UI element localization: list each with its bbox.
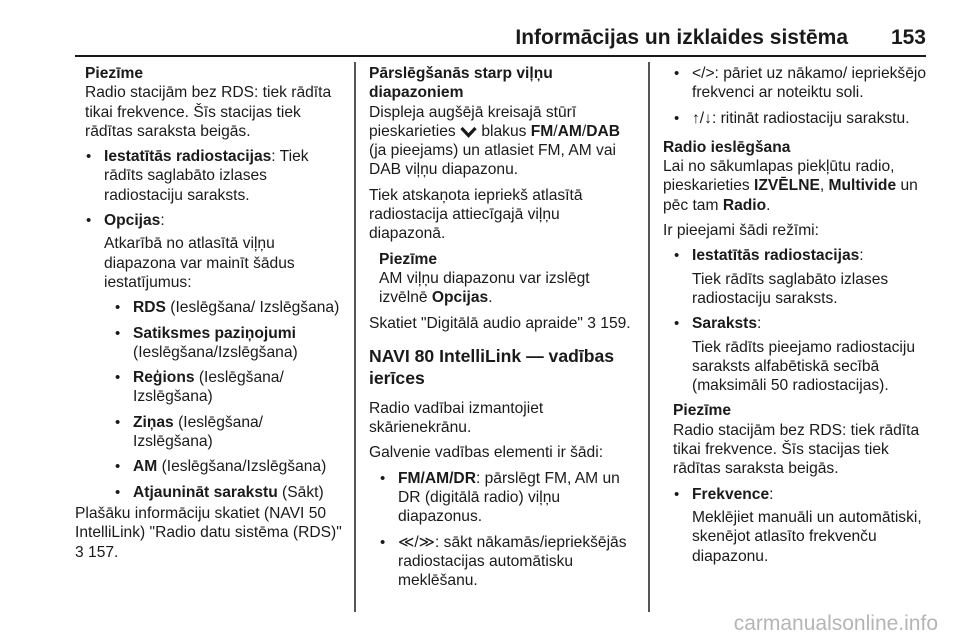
term: IZVĒLNE	[754, 177, 820, 195]
item-description: Atkarībā no atlasītā viļņu diapazona var mainīt šādus iestatījumus:	[104, 235, 295, 291]
column-3	[663, 64, 935, 572]
sublist-item	[104, 298, 347, 317]
term: RDS	[133, 299, 166, 317]
text: ,	[819, 177, 829, 195]
item-text: (Ieslēgšana/Izslēgšana)	[133, 343, 298, 361]
page-ref-icon: 3	[75, 543, 84, 561]
sublist-item	[104, 368, 347, 407]
text: .	[488, 289, 493, 307]
reference-text: Skatiet "Digitālā audio apraide"	[369, 314, 588, 332]
note-title: Piezīme	[673, 402, 732, 420]
note-box	[673, 401, 935, 478]
list-item	[75, 211, 347, 502]
list-item	[369, 533, 639, 591]
term: AM	[133, 458, 158, 476]
list-item	[663, 485, 935, 566]
text: /	[553, 122, 558, 140]
note-title: Piezīme	[85, 65, 144, 82]
list-item	[663, 64, 935, 103]
list-item	[369, 469, 639, 527]
term: Radio	[722, 196, 767, 214]
term: Frekvence	[692, 485, 770, 503]
column-1	[75, 64, 347, 568]
paragraph	[369, 103, 639, 180]
note-box	[85, 64, 347, 141]
item-description: Tiek rādīts saglabāto izlases radiostaciju saraksts.	[692, 270, 889, 307]
sublist-item	[104, 324, 347, 363]
list-item	[663, 314, 935, 395]
item-text: (Ieslēgšana/ Izslēgšana)	[165, 299, 340, 317]
colon: :	[769, 485, 774, 503]
settings-sublist	[104, 298, 347, 502]
modes-list	[663, 246, 935, 395]
term: AM	[557, 122, 582, 140]
list-item	[663, 246, 935, 308]
column-divider-1	[354, 62, 356, 612]
term: Atjaunināt sarakstu	[133, 483, 278, 501]
chevron-down-icon	[460, 126, 477, 138]
options-list	[75, 147, 347, 502]
reference-text: Plašāku informāciju skatiet (NAVI 50 IntelliLink) "Radio datu sistēma (RDS)"	[75, 504, 342, 542]
text: /	[581, 122, 587, 140]
term: Opcijas	[104, 212, 161, 230]
term: FM	[530, 122, 554, 140]
controls-list	[369, 469, 639, 591]
colon: :	[160, 212, 165, 230]
sublist-item	[104, 457, 347, 476]
term: Reģions	[133, 369, 195, 387]
controls-list-continued	[663, 64, 935, 128]
item-text: : ritināt radiostaciju sarakstu.	[711, 109, 910, 127]
text: Lai no sākumlapas piekļūtu radio, pieskarieties	[663, 158, 895, 195]
item-text: : pāriet uz nākamo/ iepriekšējo frekvenci ar noteiktu soli.	[692, 65, 927, 102]
item-description: Tiek rādīts pieejamo radiostaciju saraksts alfabētiskā secībā (maksimāli 50 radiostacijas).	[692, 338, 916, 395]
sublist-item	[104, 483, 347, 502]
text: un pēc tam	[663, 177, 918, 214]
paragraph: Tiek atskaņota iepriekš atlasītā radiostacija attiecīgajā viļņu diapazonā.	[369, 186, 583, 243]
text: Displeja augšējā kreisajā stūrī pieskarieties	[369, 103, 577, 140]
seek-symbol: ≪/≫	[398, 533, 435, 551]
note-text: Radio stacijām bez RDS: tiek rādīta tikai frekvence. Šīs stacijas tiek rādītas saraksta beigās.	[85, 84, 332, 140]
reference-page: 159.	[595, 314, 631, 332]
paragraph: Radio vadībai izmantojiet skārienekrānu.	[369, 399, 544, 437]
term: Satiksmes paziņojumi	[133, 324, 296, 342]
text: (ja pieejams) un atlasiet FM, AM vai DAB viļņu diapazonu.	[369, 142, 616, 179]
reference-page: 157.	[83, 543, 119, 561]
note-text: AM viļņu diapazonu var izslēgt izvēlnē	[379, 269, 590, 307]
text: .	[766, 196, 771, 214]
paragraph: Ir pieejami šādi režīmi:	[663, 222, 819, 240]
note-text: Radio stacijām bez RDS: tiek rādīta tikai frekvence. Šīs stacijas tiek rādītas saraksta beigās.	[673, 421, 920, 478]
page-ref-icon: 3	[587, 314, 596, 332]
column-2	[369, 64, 639, 597]
text: blakus	[477, 122, 531, 140]
list-item	[75, 147, 347, 205]
item-text: : Tiek rādīts saglabāto izlases radiostaciju saraksts.	[104, 148, 309, 204]
list-item	[663, 109, 935, 128]
column-divider-2	[648, 62, 650, 612]
cross-reference	[369, 314, 639, 333]
colon: :	[859, 247, 864, 265]
colon: :	[757, 315, 762, 333]
item-text: (Ieslēgšana/ Izslēgšana)	[133, 369, 284, 406]
term: DAB	[586, 122, 621, 140]
page-header	[0, 0, 960, 60]
term: Iestatītās radiostacijas	[692, 247, 860, 265]
note-title: Piezīme	[379, 250, 438, 268]
term: Iestatītās radiostacijas	[104, 148, 272, 166]
paragraph: Galvenie vadības elementi ir šādi:	[369, 444, 604, 462]
section-title: Informācijas un izklaides sistēma	[515, 26, 848, 49]
item-description: Meklējiet manuāli un automātiski, skenējot atlasīto frekvenču diapazonu.	[692, 508, 922, 565]
item-text: : sākt nākamās/iepriekšējās radiostacijas automātisku meklēšanu.	[398, 533, 627, 590]
term: Ziņas	[133, 413, 174, 431]
term: Saraksts	[692, 315, 758, 333]
step-symbol: </>	[692, 65, 715, 82]
term: Multivide	[828, 177, 897, 195]
modes-list-continued	[663, 485, 935, 566]
term: Opcijas	[431, 289, 489, 307]
paragraph	[663, 157, 935, 215]
note-box	[379, 250, 639, 308]
sublist-item	[104, 413, 347, 452]
item-text: (Ieslēgšana/ Izslēgšana)	[133, 413, 264, 451]
subheading: Pārslēgšanās starp viļņu diapazoniem	[369, 65, 553, 102]
item-text: (Ieslēgšana/Izslēgšana)	[157, 458, 327, 476]
cross-reference	[75, 504, 347, 562]
item-text: (Sākt)	[277, 483, 324, 501]
page-number: 153	[890, 26, 926, 49]
term: FM/AM/DR	[398, 469, 476, 487]
section-heading: NAVI 80 IntelliLink — vadības ierīces	[369, 345, 615, 388]
subheading: Radio ieslēgšana	[663, 138, 791, 156]
item-text: : pārslēgt FM, AM un DR (digitālā radio) viļņu diapazonus.	[398, 469, 620, 526]
header-rule	[75, 55, 926, 57]
scroll-symbol: ↑/↓	[692, 109, 712, 127]
watermark: carmanualsonline.info	[733, 612, 938, 635]
